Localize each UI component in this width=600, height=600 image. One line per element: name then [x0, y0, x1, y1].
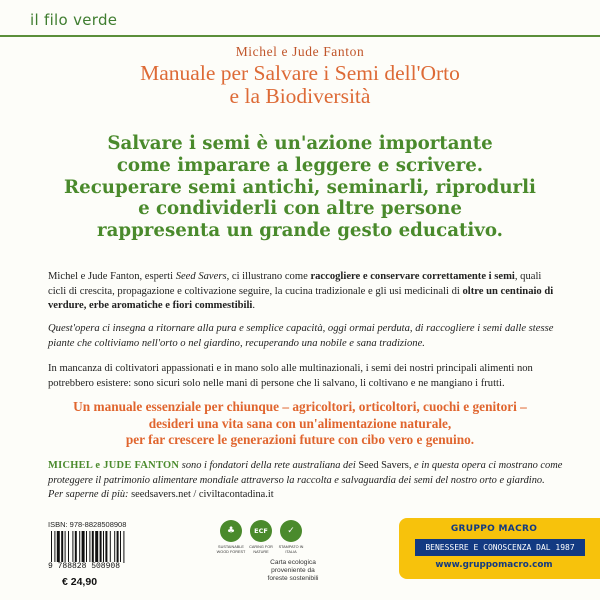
highlight-line: per far crescere le generazioni future con cibo vero e genuino. [125, 432, 475, 447]
cert-label: SUSTAINABLE WOOD FOREST [216, 545, 246, 554]
series-name: il filo verde [30, 11, 118, 29]
paper-note [262, 559, 324, 583]
cert-symbol: ✓ [280, 520, 302, 542]
authors: Michel e Jude Fanton [235, 44, 365, 59]
highlight-line: Un manuale essenziale per chiunque – agricoltori, orticoltori, cuochi e genitori – [73, 399, 527, 414]
sustainable-forest-icon [214, 520, 248, 554]
publisher-tagline: BENESSERE E CONOSCENZA DAL 1987 [415, 539, 585, 556]
text-run: oltre un centinaio di verdure, erbe aromatiche e fiori commestibili [48, 285, 554, 311]
text-run: , e in questa opera ci mostrano come proteggere il patrimonio alimentare mondiale attraverso la raccolta e salvaguardia dei semi del nostro orto e giardino. [48, 460, 563, 486]
paper-note-line: foreste sostenibili [267, 575, 319, 582]
text-run: sono i fondatori della rete australiana dei [179, 460, 359, 471]
printed-in-italy-icon [274, 520, 308, 554]
price: € 24,90 [62, 576, 98, 588]
text-run: Michel e Jude Fanton, esperti [48, 271, 176, 282]
author-bio [48, 459, 568, 503]
author-names: MICHEL e JUDE FANTON [48, 460, 180, 471]
description-paragraph-1 [48, 270, 560, 314]
bio-links [48, 488, 568, 503]
lead-line: rappresenta un grande gesto educativo. [97, 220, 503, 242]
text-run: Seed Savers [175, 271, 227, 282]
text-run: . [252, 300, 256, 311]
barcode-digits: 9 788828 508908 [48, 562, 121, 571]
header-rule [0, 35, 600, 37]
lead-line: e condividerli con altre persone [138, 198, 462, 220]
text-run: , quali cicli di crescita, propagazione e coltivazione seguire, la cucina tradizionale e gli usi medicinali di [48, 271, 542, 297]
text-run: raccogliere e conservare correttamente i semi [310, 271, 515, 282]
title-line-1: Manuale per Salvare i Semi dell'Orto [140, 61, 460, 85]
cert-label: CARING FOR NATURE [249, 545, 273, 554]
highlight-statement [20, 399, 580, 449]
book-title [0, 62, 600, 108]
publisher-website: www.gruppomacro.com [435, 560, 553, 570]
highlight-line: desideri una vita sana con un'alimentazione naturale, [148, 415, 452, 431]
text-run: Per saperne di più: [48, 489, 129, 500]
bio-paragraph [48, 459, 568, 488]
lead-line: Salvare i semi è un'azione importante [107, 133, 493, 154]
text-run: , ci illustrano come [226, 271, 311, 282]
title-line-2: e la Biodiversità [229, 84, 371, 108]
publisher-badge [399, 518, 600, 579]
paper-note-line: proveniente da [271, 567, 315, 574]
lead-statement [20, 133, 580, 242]
lead-line: come imparare a leggere e scrivere. [116, 154, 484, 176]
lead-line: Recuperare semi antichi, seminarli, riprodurli [64, 176, 536, 198]
cert-symbol: ECF [250, 520, 272, 542]
description-paragraph-3: In mancanza di coltivatori appassionati e in mano solo alle multinazionali, i semi dei nostri principali alimenti non potrebbero esistere: sono sicuri solo nelle mani di persone che li salvano, li coltivano e ne mangiano i frutti. [48, 363, 533, 389]
links-text: seedsavers.net / civiltacontadina.it [128, 489, 274, 500]
isbn-label: ISBN: 978-8828508908 [48, 520, 127, 529]
ecf-icon [244, 520, 278, 554]
paper-note-line: Carta ecologica [270, 559, 316, 566]
text-run: Seed Savers [358, 460, 409, 471]
cert-symbol: ♣ [220, 520, 242, 542]
description-paragraph-2: Quest'opera ci insegna a ritornare alla pura e semplice capacità, oggi ormai perduta, di raccogliere i semi dalle stesse piante che coltiviamo nell'orto o nel giardino, recuperando una nobile e sana tradizione. [48, 323, 554, 349]
cert-label: STAMPATO IN ITALIA [278, 545, 304, 554]
publisher-name: GRUPPO MACRO [450, 524, 538, 534]
